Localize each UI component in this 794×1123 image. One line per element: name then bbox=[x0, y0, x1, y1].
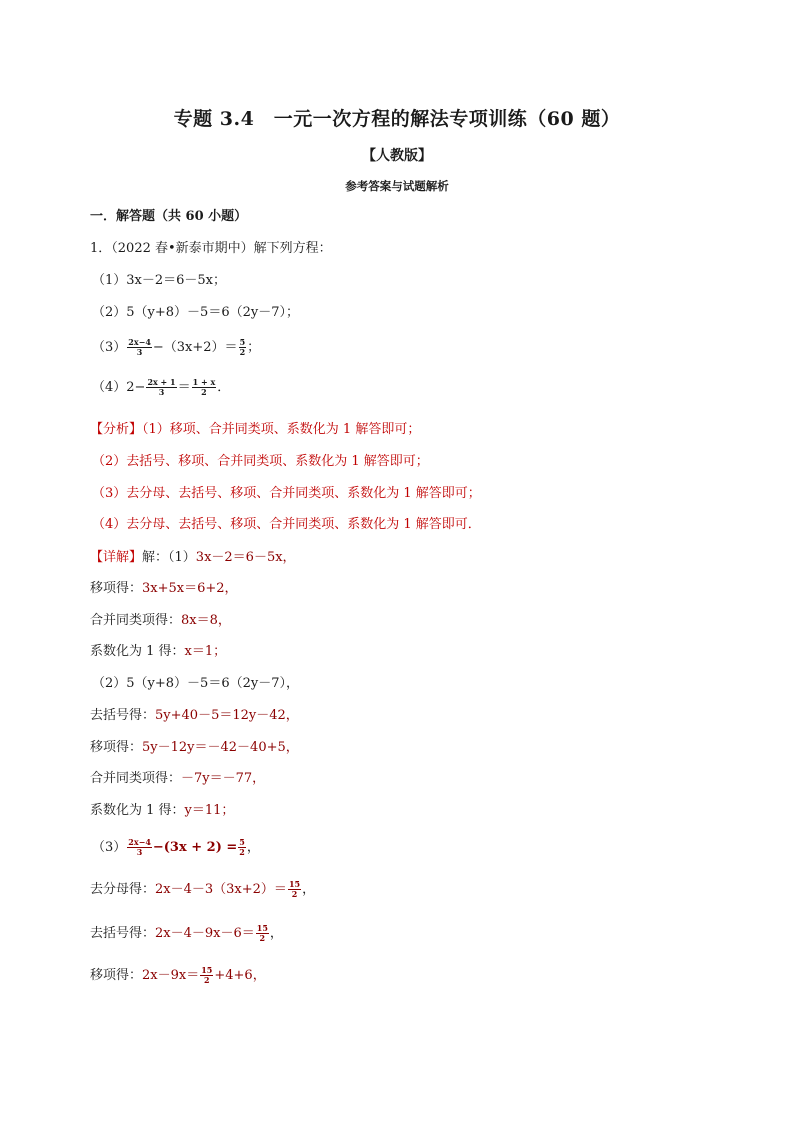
equation: 3x+5x＝6+2， bbox=[142, 581, 238, 596]
edition-label: 【人教版】 bbox=[362, 148, 432, 164]
item-3-mid: −（3x+2）＝ bbox=[152, 340, 238, 355]
step-label: 去分母得： bbox=[90, 882, 156, 897]
solution-part-2-head: （2）5（y+8）－5＝6（2y－7）， bbox=[92, 676, 299, 691]
fraction-numerator: 2x−4 bbox=[128, 337, 151, 347]
question-item-2: （2）5（y+8）－5＝6（2y－7）； bbox=[92, 305, 299, 320]
equation: 2x－9x＝ bbox=[142, 968, 200, 983]
analysis-line-3: （3）去分母、去括号、移项、合并同类项、系数化为 1 解答即可； bbox=[92, 486, 481, 501]
solution-part-3-head bbox=[92, 838, 260, 857]
equation: 3x－2＝6－5x， bbox=[195, 550, 296, 565]
fraction-denominator: 3 bbox=[136, 847, 143, 857]
equation: x＝1； bbox=[184, 644, 227, 659]
fraction-numerator: 1 + x bbox=[192, 377, 216, 387]
fraction-denominator: 3 bbox=[136, 347, 143, 357]
step-label: 去括号得： bbox=[90, 708, 156, 723]
step-label: 系数化为 1 得： bbox=[90, 803, 185, 818]
analysis-line-4: （4）去分母、去括号、移项、合并同类项、系数化为 1 解答即可． bbox=[92, 517, 481, 532]
fraction-numerator: 2x−4 bbox=[128, 837, 151, 847]
analysis-line-2: （2）去括号、移项、合并同类项、系数化为 1 解答即可； bbox=[92, 454, 429, 469]
equation: －7y＝－77， bbox=[181, 771, 266, 786]
solution-step bbox=[90, 802, 234, 820]
solution-step bbox=[90, 770, 265, 788]
solution-step bbox=[90, 880, 315, 899]
fraction-denominator: 2 bbox=[201, 387, 207, 397]
detail-tag: 【详解】 bbox=[90, 550, 143, 565]
fraction-denominator: 2 bbox=[204, 975, 210, 985]
step-end: ， bbox=[302, 882, 316, 897]
question-1-stem bbox=[90, 240, 332, 258]
solution-step bbox=[90, 924, 283, 943]
fraction-denominator: 3 bbox=[158, 387, 165, 397]
fraction bbox=[127, 838, 152, 857]
question-source: （2022 春•新泰市期中） bbox=[111, 241, 254, 256]
detail-intro: 解：（1） bbox=[142, 550, 196, 565]
solution-step bbox=[90, 643, 226, 661]
page-title: 专题 3.4 一元一次方程的解法专项训练（60 题） bbox=[173, 108, 621, 130]
equation: 8x＝8， bbox=[181, 613, 231, 628]
item-4-prefix: （4）2− bbox=[92, 380, 146, 395]
solution-step bbox=[90, 612, 231, 630]
equation: 2x－4－3（3x+2）＝ bbox=[155, 882, 287, 897]
detail-line-intro bbox=[90, 549, 296, 567]
fraction-numerator: 2x + 1 bbox=[147, 377, 176, 387]
question-item-4 bbox=[92, 378, 230, 397]
fraction-numerator: 5 bbox=[239, 837, 245, 847]
fraction bbox=[192, 378, 217, 397]
question-prompt: 解下列方程： bbox=[253, 241, 332, 256]
fraction-numerator: 15 bbox=[256, 923, 268, 933]
solution-step bbox=[90, 580, 238, 598]
question-item-3 bbox=[92, 338, 260, 357]
fraction-denominator: 2 bbox=[239, 847, 245, 857]
fraction bbox=[146, 378, 176, 397]
solution-step bbox=[90, 707, 299, 725]
solution-step bbox=[90, 739, 299, 757]
fraction bbox=[288, 880, 301, 899]
fraction bbox=[127, 338, 152, 357]
equation: +4+6， bbox=[214, 968, 266, 983]
analysis-line-1 bbox=[90, 421, 420, 439]
item-4-equals: ＝ bbox=[177, 380, 191, 395]
equation: y＝11； bbox=[184, 803, 235, 818]
step-label: 移项得： bbox=[90, 968, 143, 983]
fraction bbox=[238, 838, 246, 857]
fraction bbox=[239, 338, 247, 357]
part-3-end: ， bbox=[246, 840, 260, 855]
item-4-end: ． bbox=[217, 380, 231, 395]
analysis-tag: 【分析】 bbox=[90, 422, 143, 437]
fraction bbox=[256, 924, 269, 943]
item-3-end: ； bbox=[247, 340, 261, 355]
section-heading: 一．解答题（共 60 小题） bbox=[90, 209, 248, 224]
fraction-denominator: 2 bbox=[259, 933, 266, 943]
fraction-denominator: 2 bbox=[291, 889, 298, 899]
item-3-prefix: （3） bbox=[92, 340, 127, 355]
equation: 5y+40－5＝12y－42， bbox=[155, 708, 299, 723]
answer-caption: 参考答案与试题解析 bbox=[345, 179, 449, 193]
equation: −(3x + 2) = bbox=[152, 840, 238, 855]
fraction-numerator: 15 bbox=[288, 879, 301, 889]
step-label: 合并同类项得： bbox=[90, 771, 182, 786]
analysis-text: （1）移项、合并同类项、系数化为 1 解答即可； bbox=[142, 422, 421, 437]
equation: 2x－4－9x－6＝ bbox=[155, 926, 255, 941]
step-label: 移项得： bbox=[90, 740, 143, 755]
part-3-prefix: （3） bbox=[92, 840, 127, 855]
fraction-numerator: 15 bbox=[201, 965, 213, 975]
fraction-denominator: 2 bbox=[239, 347, 246, 357]
question-item-1: （1）3x－2＝6－5x； bbox=[92, 273, 227, 288]
step-label: 系数化为 1 得： bbox=[90, 644, 185, 659]
fraction-numerator: 5 bbox=[239, 337, 246, 347]
step-label: 去括号得： bbox=[90, 926, 156, 941]
step-end: ， bbox=[269, 926, 283, 941]
step-label: 移项得： bbox=[90, 581, 143, 596]
step-label: 合并同类项得： bbox=[90, 613, 182, 628]
solution-step bbox=[90, 966, 266, 985]
question-number: 1． bbox=[90, 241, 112, 256]
equation: 5y－12y＝－42－40+5， bbox=[142, 740, 299, 755]
fraction bbox=[200, 966, 213, 985]
